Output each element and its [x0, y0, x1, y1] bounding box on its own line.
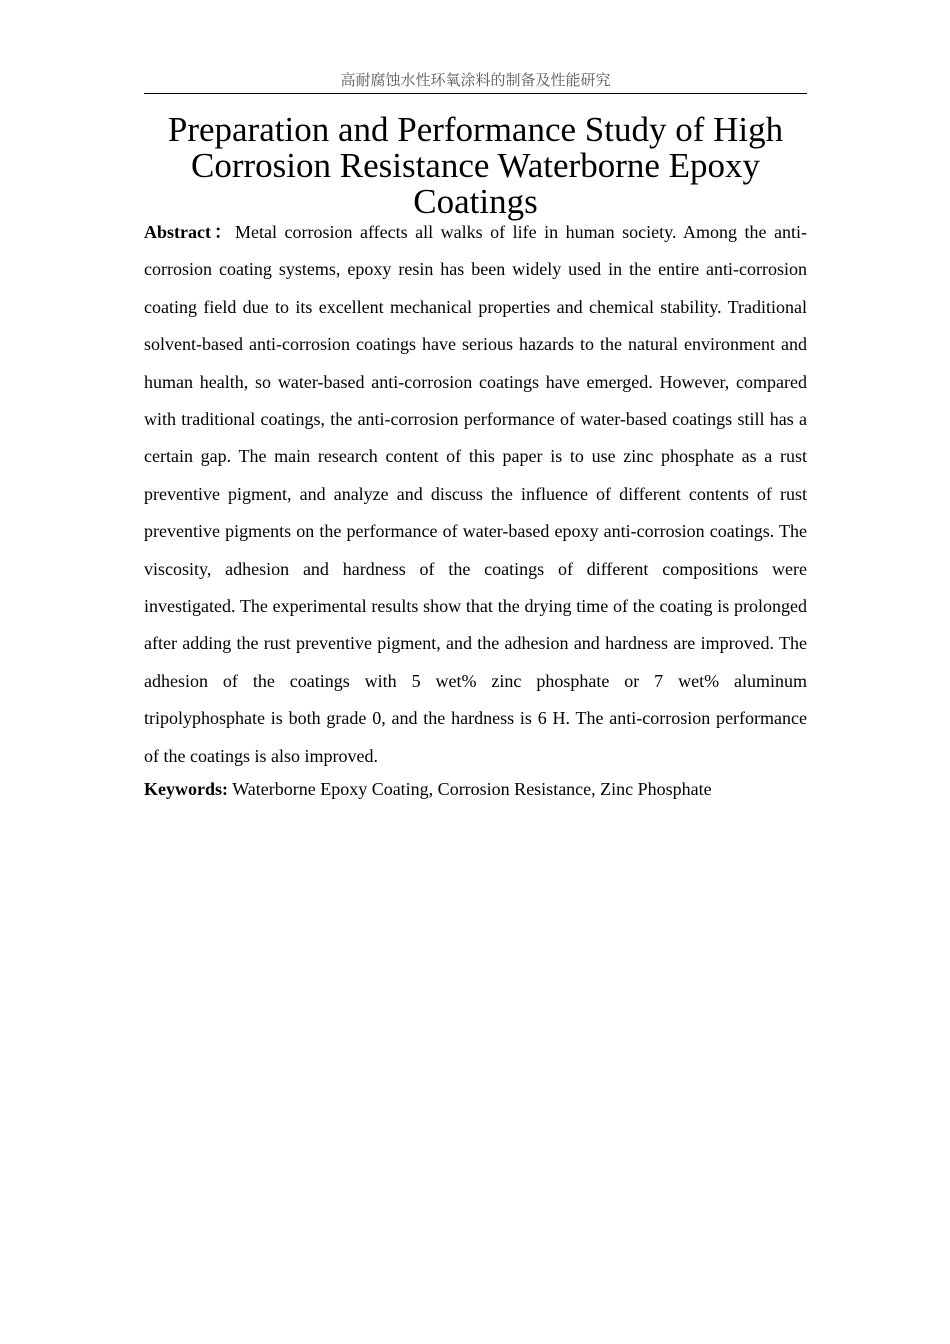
header-rule — [144, 93, 807, 94]
keywords-text: Waterborne Epoxy Coating, Corrosion Resistance, Zinc Phosphate — [232, 779, 712, 799]
abstract-label: Abstract： — [144, 222, 236, 242]
abstract — [144, 214, 807, 775]
keywords — [144, 774, 807, 804]
paper-title: Preparation and Performance Study of High Corrosion Resistance Waterborne Epoxy Coatings — [167, 110, 784, 221]
keywords-label: Keywords: — [144, 779, 228, 799]
running-header: 高耐腐蚀水性环氧涂料的制备及性能研究 — [340, 71, 611, 89]
abstract-text: Metal corrosion affects all walks of life in human society. Among the anti-corrosion coating systems, epoxy resin has been widely used in the entire anti-corrosion coating field due to its excellent mechanical properties and chemical stability. Traditional solvent-based anti-corrosion coatings have serious hazards to the natural environment and human health, so water-based anti-corrosion coatings have emerged. However, compared with traditional coatings, the anti-corrosion performance of water-based coatings still has a certain gap. The main research content of this paper is to use zinc phosphate as a rust preventive pigment, and analyze and discuss the influence of different contents of rust preventive pigments on the performance of water-based epoxy anti-corrosion coatings. The viscosity, adhesion and hardness of the coatings of different compositions were investigated. The experimental results show that the drying time of the coating is prolonged after adding the rust preventive pigment, and the adhesion and hardness are improved. The adhesion of the coatings with 5 wet% zinc phosphate or 7 wet% aluminum tripolyphosphate is both grade 0, and the hardness is 6 H. The anti-corrosion performance of the coatings is also improved. — [144, 222, 807, 766]
